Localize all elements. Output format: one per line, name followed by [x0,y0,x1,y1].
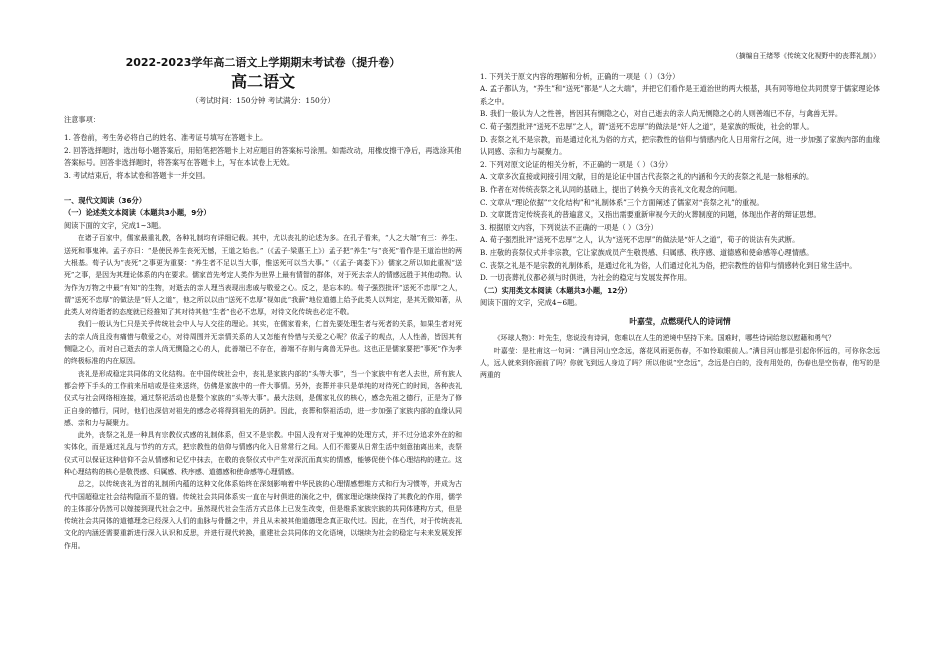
passage-paragraph: 我们一般认为仁只是关乎传统社会中人与人交往的理论。其实，在儒家看来，仁首先要处理生者与死者的关系，如果生者对死去的亲人尚且没有痛惜与敬爱之心，对待周围并无亲情关系的人又怎能有怜惜与关爱之心呢？依孟子的观点，人人性善，皆因其有恻隐之心，而对自己逝去的亲人尚无恻隐之心的人，此善端已不存在，善端不存则与禽兽无异也。这也正是儒家要把“事死”作为孝的终极标准的内在原因。 [64,320,462,366]
subsection-heading: （二）实用类文本阅读（本题共3小题，12分） [480,285,632,295]
left-column [64,0,462,672]
passage-source: （摘编自王绪琴《传统文化视野中的丧葬礼制》） [731,52,880,60]
option-c: C. 荀子强烈批评“送死不忠厚”之人，谓“送死不忠厚”的做法是“奸人之道”，是家族的叛徒，社会的罪人。 [480,121,814,131]
option-d: D. 一切丧葬礼仪都必须与时俱进，为社会的稳定与发展发挥作用。 [480,273,692,283]
question-3 [480,222,880,285]
question-1 [480,71,880,159]
passage-paragraph: 总之，以传统丧礼为首的礼制所内蕴的这种文化体系始终在深刻影响着中华民族的心理情感想维方式和行为习惯等，并成为古代中国超稳定社会结构隐而不显的锚。传统社会共同体系实一直在与时俱进的演化之中，儒家理论继续保持了其教化的作用，儒学的主体部分仍然可以嫁接到现代社会之中。虽然现代社会生活方式总体上已发生改变，但是维系家族宗族的共同体建构方式，但是传统社会共同体的道德理念已经深入人们的血脉与骨髓之中，并且从未被其他道德理念真正取代过。因此，在当代，对于传统丧礼文化的内涵还需要重新进行深入认识和反思，并进行现代转换，重建社会共同体的文化语境，以继续为社会的稳定与未来发展发挥作用。 [64,480,462,550]
notes-block [64,114,462,183]
option-b: B. 庄敬的丧祭仪式并非宗教，它让家族成员产生敬畏感、归属感、秩序感、道德感和使命感等心理情感。 [480,247,814,257]
option-b: B. 作者在对传统丧祭之礼认同的基础上，提出了转换今天的丧礼文化观念的问题。 [480,184,742,194]
right-column [480,0,880,672]
article-title: 叶嘉莹，点燃现代人的诗词情 [629,316,731,326]
exam-info: （考试时间：150分钟 考试满分：150分） [191,96,335,105]
interview-line: 叶嘉莹：是杜甫这一句词：“满目河山空念远，落花风雨更伤春，不如怜取眼前人。”满目河山都是引起你怀远的，可你你念远人，远人就来到你面前了吗？你就飞到远人身边了吗？所以他说“空念远”，念远是白白的，没有用处的，伤春也是空伤春，他写的是两重的 [480,346,880,380]
note-item: 2. 回答选择题时，选出每小题答案后，用铅笔把答题卡上对应题目的答案标号涂黑。如需改动，用橡皮擦干净后，再选涂其他答案标号。回答非选择题时，将答案写在答题卡上，写在本试卷上无效。 [64,145,462,168]
reading-instruction: 阅读下面的文字，完成4~6题。 [480,298,582,308]
option-b: B. 我们一般认为人之性善，皆因其有恻隐之心，对自己逝去的亲人尚无恻隐之心的人则善端已不存，与禽兽无异。 [480,109,843,119]
question-stem: 2. 下列对原文论证的相关分析，不正确的一项是（ ）（3分） [480,159,673,169]
reading-instruction: 阅读下面的文字，完成1~3题。 [64,220,166,230]
section-heading: 一、现代文阅读（36分） [64,195,146,205]
subject-title: 高二语文 [230,72,295,91]
note-item: 1. 答卷前，考生务必将自己的姓名、准考证号填写在答题卡上。 [64,133,268,143]
question-stem: 1. 下列关于原文内容的理解和分析，正确的一项是（ ）（3分） [480,71,680,81]
question-stem: 3. 根据原文内容，下列说法不正确的一项是（ ）（3分） [480,222,658,232]
option-d: D. 文章既肯定传统丧礼的普遍意义，又指出需要重新审视今天的火葬制度的问题，体现出作者的辩证思想。 [480,210,821,220]
subsection-heading: （一）论述类文本阅读（本题共3小题，9分） [64,208,211,218]
option-d: D. 丧祭之礼不是宗教，而是通过化礼为俗的方式，把宗教性的信仰与情感内化人日用常行之间，进一步加强了家族内部的血缘认同感、亲和力与凝聚力。 [480,134,880,157]
option-a: A. 文章多次直接或间接引用文献，目的是论证中国古代丧祭之礼的内涵和今天的丧祭之礼是一脉相承的。 [480,172,814,182]
passage-paragraph: 在诸子百家中，儒家最重礼教，各种礼制均有详细记载。其中，尤以丧礼的论述为多。在孔子看来，“人之大端”有三：养生、送死和事鬼神。孟子亦曰：“是使民养生丧死无憾，王道之始也。”（《孟子·梁惠王上》）孟子把“养生”与“丧死”看作是王道治世的两大根基。荀子认为“丧死”之事更为重要：“养生者不足以当大事，惟送死可以当大事。”（《孟子·离娄下》）儒家之所以如此重视“送死”之事，是因为其理论体系的内在要求。儒家首先考定人类作为世界上最有情智的群体，对于死去亲人的情感远胜于其他动物。认为作为万物之中最“有知”的生物，对逝去的亲人理当表现出悲戚与敬爱之心。反之，是忘本的。荀子强烈批评“送死不忠厚”之人，谓“送死不忠厚”的做法是“奸人之道”，他之所以以由“送死不忠厚”视如此“我薪”地位道德上给予此类人以判定，是其无微知著，从此类人对待逝者的态度就已经推知了其对待其他“生者”也必不忠厚，对待文化传统也必定不敬。 [64,234,462,317]
question-2 [480,159,880,222]
passage-paragraph: 丧礼是形成稳定共同体的文化结构。在中国传统社会中，丧礼是家族内部的“头等大事”，当一个家族中有老人去世，所有族人都会停下手头的工作前来吊唁或是往来送终，仿佛是家族中的一件大事情。另外，丧葬并非只是单纯的对待死亡的时间，各种丧礼仪式与社会网络相连接，通过祭祀活动也是整个家族的“头等大事”。最大法则，是儒家礼仪的核心，感念先祖之德行，正是为了修正自身的德行，同时，他们也深信对祖先的感念必将得到祖先的荫护。因此，丧葬和祭祖活动，进一步加强了家族内部的血缘认同感、亲和力与凝聚力。 [64,369,462,427]
option-a: A. 孟子都认为，“养生”和“送死”都是“人之大端”，并把它们看作是王道治世的两大根基，具有同等地位共同贯穿于儒家理论体系之中。 [480,84,880,106]
option-c: C. 丧祭之礼是不是宗教的礼制体系，是通过化礼为俗，人们通过化礼为俗，把宗教性的信仰与情感转化到日常生活中。 [480,260,857,270]
passage-paragraph: 此外，丧祭之礼是一种具有宗教仪式感的礼制体系，但又不是宗教。中国人没有对于鬼神的处理方式，并不过分追求外在的和实体化，而是通过礼乱与节约的方式，把宗教性的信仰与情感内化入日常常行之间。人们不需要从日常生活中刻意抽离出来，丧祭仪式可以保证这种信仰不会从情感和记忆中抹去，在敬的丧祭仪式中产生对深沉而真实的情感，能够促使个体心理结构的建立。这种心理结构的核心是敬畏感、归属感、秩序感、道德感和使命感等心理情感。 [64,431,462,476]
interview-line: 《环球人物》：叶先生，您说没有诗词，您难以在人生的逆境中坚持下来。国难时，哪些诗词给您以慰藉和勇气？ [493,334,835,343]
exam-title: 2022-2023学年高二语文上学期期末考试卷（提升卷） [125,56,401,69]
notes-label: 注意事项： [64,114,100,124]
note-item: 3. 考试结束后，将本试卷和答题卡一并交回。 [64,170,210,180]
option-a: A. 荀子强烈批评“送死不忠厚”之人，认为“送死不忠厚”的做法是“奸人之道”，荀子的说法有失武断。 [480,235,800,245]
option-c: C. 文章从“理论依据”“文化结构”和“礼制体系”三个方面阐述了儒家对“丧祭之礼”的重视。 [480,197,764,207]
